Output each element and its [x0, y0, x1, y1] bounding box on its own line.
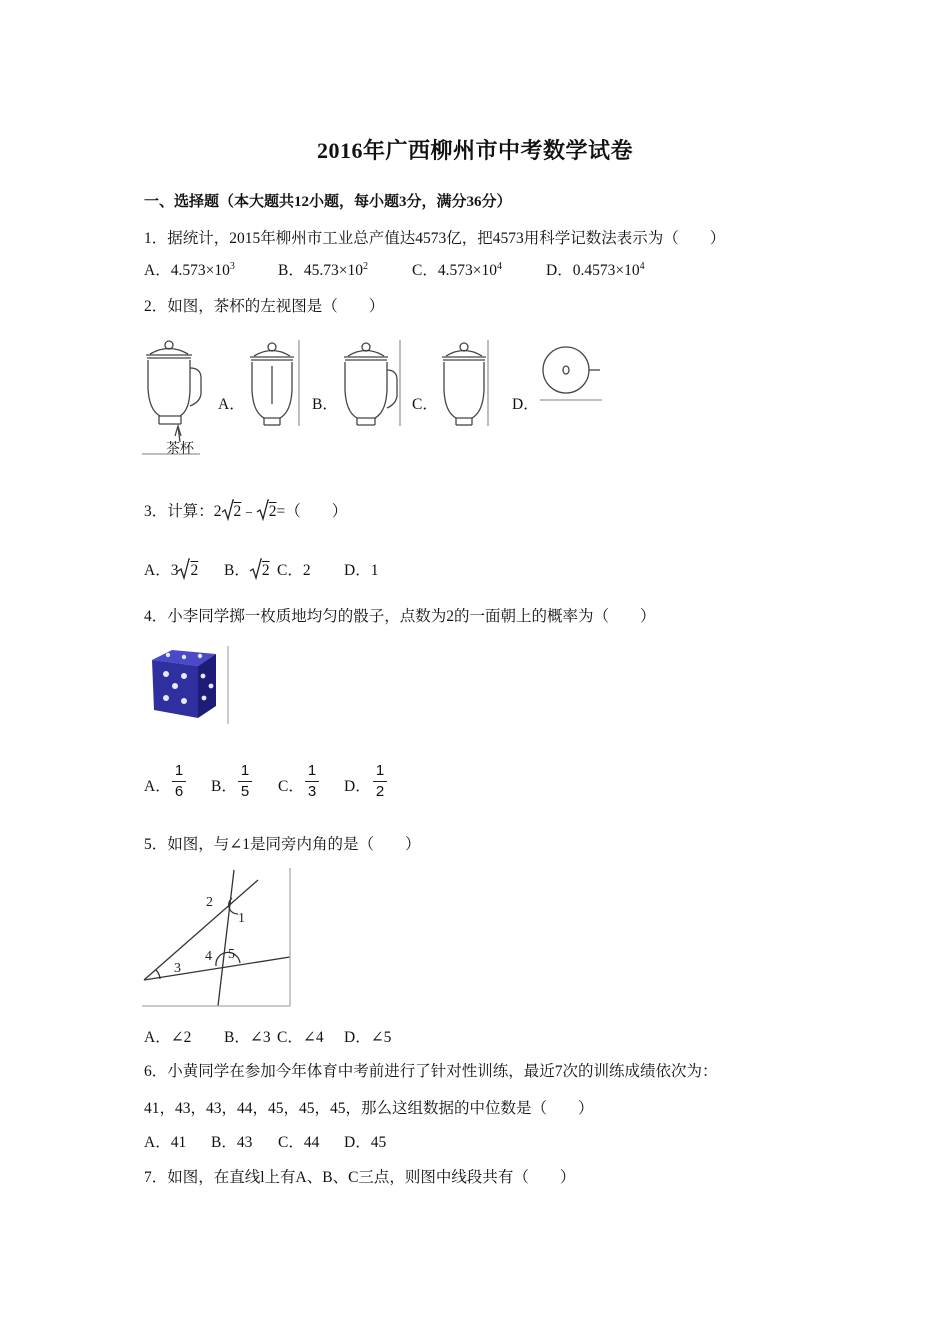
question-1-option-b: B．$45.73\times 10^2$	[278, 261, 368, 279]
angle-label-3: 3	[174, 961, 181, 976]
question-3-option-a: A．3 2	[144, 558, 198, 580]
question-4-option-a-fraction: 1 6	[172, 762, 186, 801]
question-6-stem: 6．小黄同学在参加今年体育中考前进行了针对性训练，最近7次的训练成绩依次为：	[144, 1063, 718, 1080]
question-4-option-b-fraction: 1 5	[238, 762, 252, 801]
sqrt-sign-icon	[178, 558, 190, 580]
angle-label-2: 2	[206, 895, 213, 910]
question-3-option-c: C．2	[277, 562, 311, 579]
teacup-caption: 茶杯	[166, 441, 194, 457]
question-5-option-c: C．∠4	[277, 1029, 324, 1046]
option-a-figure	[244, 340, 304, 430]
dice-figure	[146, 646, 232, 726]
option-d-figure	[540, 340, 602, 404]
question-1-option-a: A．$4.573\times 10^3$	[144, 261, 235, 279]
question-5-option-d: D．∠5	[344, 1029, 392, 1046]
question-2-option-c: C．	[412, 396, 438, 413]
angle-label-5: 5	[228, 947, 235, 962]
page-title: 2016年广西柳州市中考数学试卷	[316, 138, 633, 163]
question-2-stem: 2．如图，茶杯的左视图是（ ）	[144, 298, 385, 315]
question-3-option-d: D．1	[344, 562, 379, 579]
question-1-option-c: C．$4.573\times 10^4$	[412, 261, 502, 279]
question-6-option-a: A．41	[144, 1134, 187, 1151]
question-3-stem: 3．计算：2 2﹣ 2=（ ）	[144, 499, 347, 521]
question-4-option-c-label: C．	[278, 778, 304, 795]
question-6-option-d: D．45	[344, 1134, 387, 1151]
question-2-option-a: A．	[218, 396, 245, 413]
sqrt-sign-icon	[257, 499, 269, 521]
question-7-stem: 7．如图，在直线l上有A、B、C三点，则图中线段共有（ ）	[144, 1169, 576, 1186]
question-6-option-b: B．43	[211, 1134, 253, 1151]
option-b-figure	[338, 340, 402, 430]
question-5-option-a: A．∠2	[144, 1029, 192, 1046]
sqrt-sign-icon	[222, 499, 234, 521]
question-4-stem: 4．小李同学掷一枚质地均匀的骰子，点数为2的一面朝上的概率为（ ）	[144, 608, 656, 625]
question-1-option-d: D．$0.4573\times 10^4$	[546, 261, 645, 279]
angle-label-4: 4	[205, 949, 212, 964]
question-4-option-d-fraction: 1 2	[373, 762, 387, 801]
question-4-option-c-fraction: 1 3	[305, 762, 319, 801]
question-5-option-b: B．∠3	[224, 1029, 271, 1046]
sqrt-sign-icon	[250, 558, 262, 580]
question-2-option-b: B．	[312, 396, 338, 413]
section-heading: 一、选择题（本大题共12小题，每小题3分，满分36分）	[144, 194, 512, 210]
option-c-figure	[438, 340, 492, 430]
question-6-option-c: C．44	[278, 1134, 320, 1151]
question-4-option-b-label: B．	[211, 778, 237, 795]
angle-label-1: 1	[238, 911, 245, 926]
question-4-option-d-label: D．	[344, 778, 371, 795]
question-4-option-a-label: A．	[144, 778, 171, 795]
question-5-stem: 5．如图，与∠1是同旁内角的是（ ）	[144, 836, 421, 853]
question-3-option-b: B． 2	[224, 558, 270, 580]
angles-figure	[142, 868, 294, 1010]
question-6-stem-continued: 41，43，43，44，45，45，45，那么这组数据的中位数是（ ）	[144, 1100, 594, 1117]
question-1-stem: 1．据统计，2015年柳州市工业总产值达4573亿，把4573用科学记数法表示为（ ）	[144, 230, 726, 247]
question-2-option-d: D．	[512, 396, 539, 413]
